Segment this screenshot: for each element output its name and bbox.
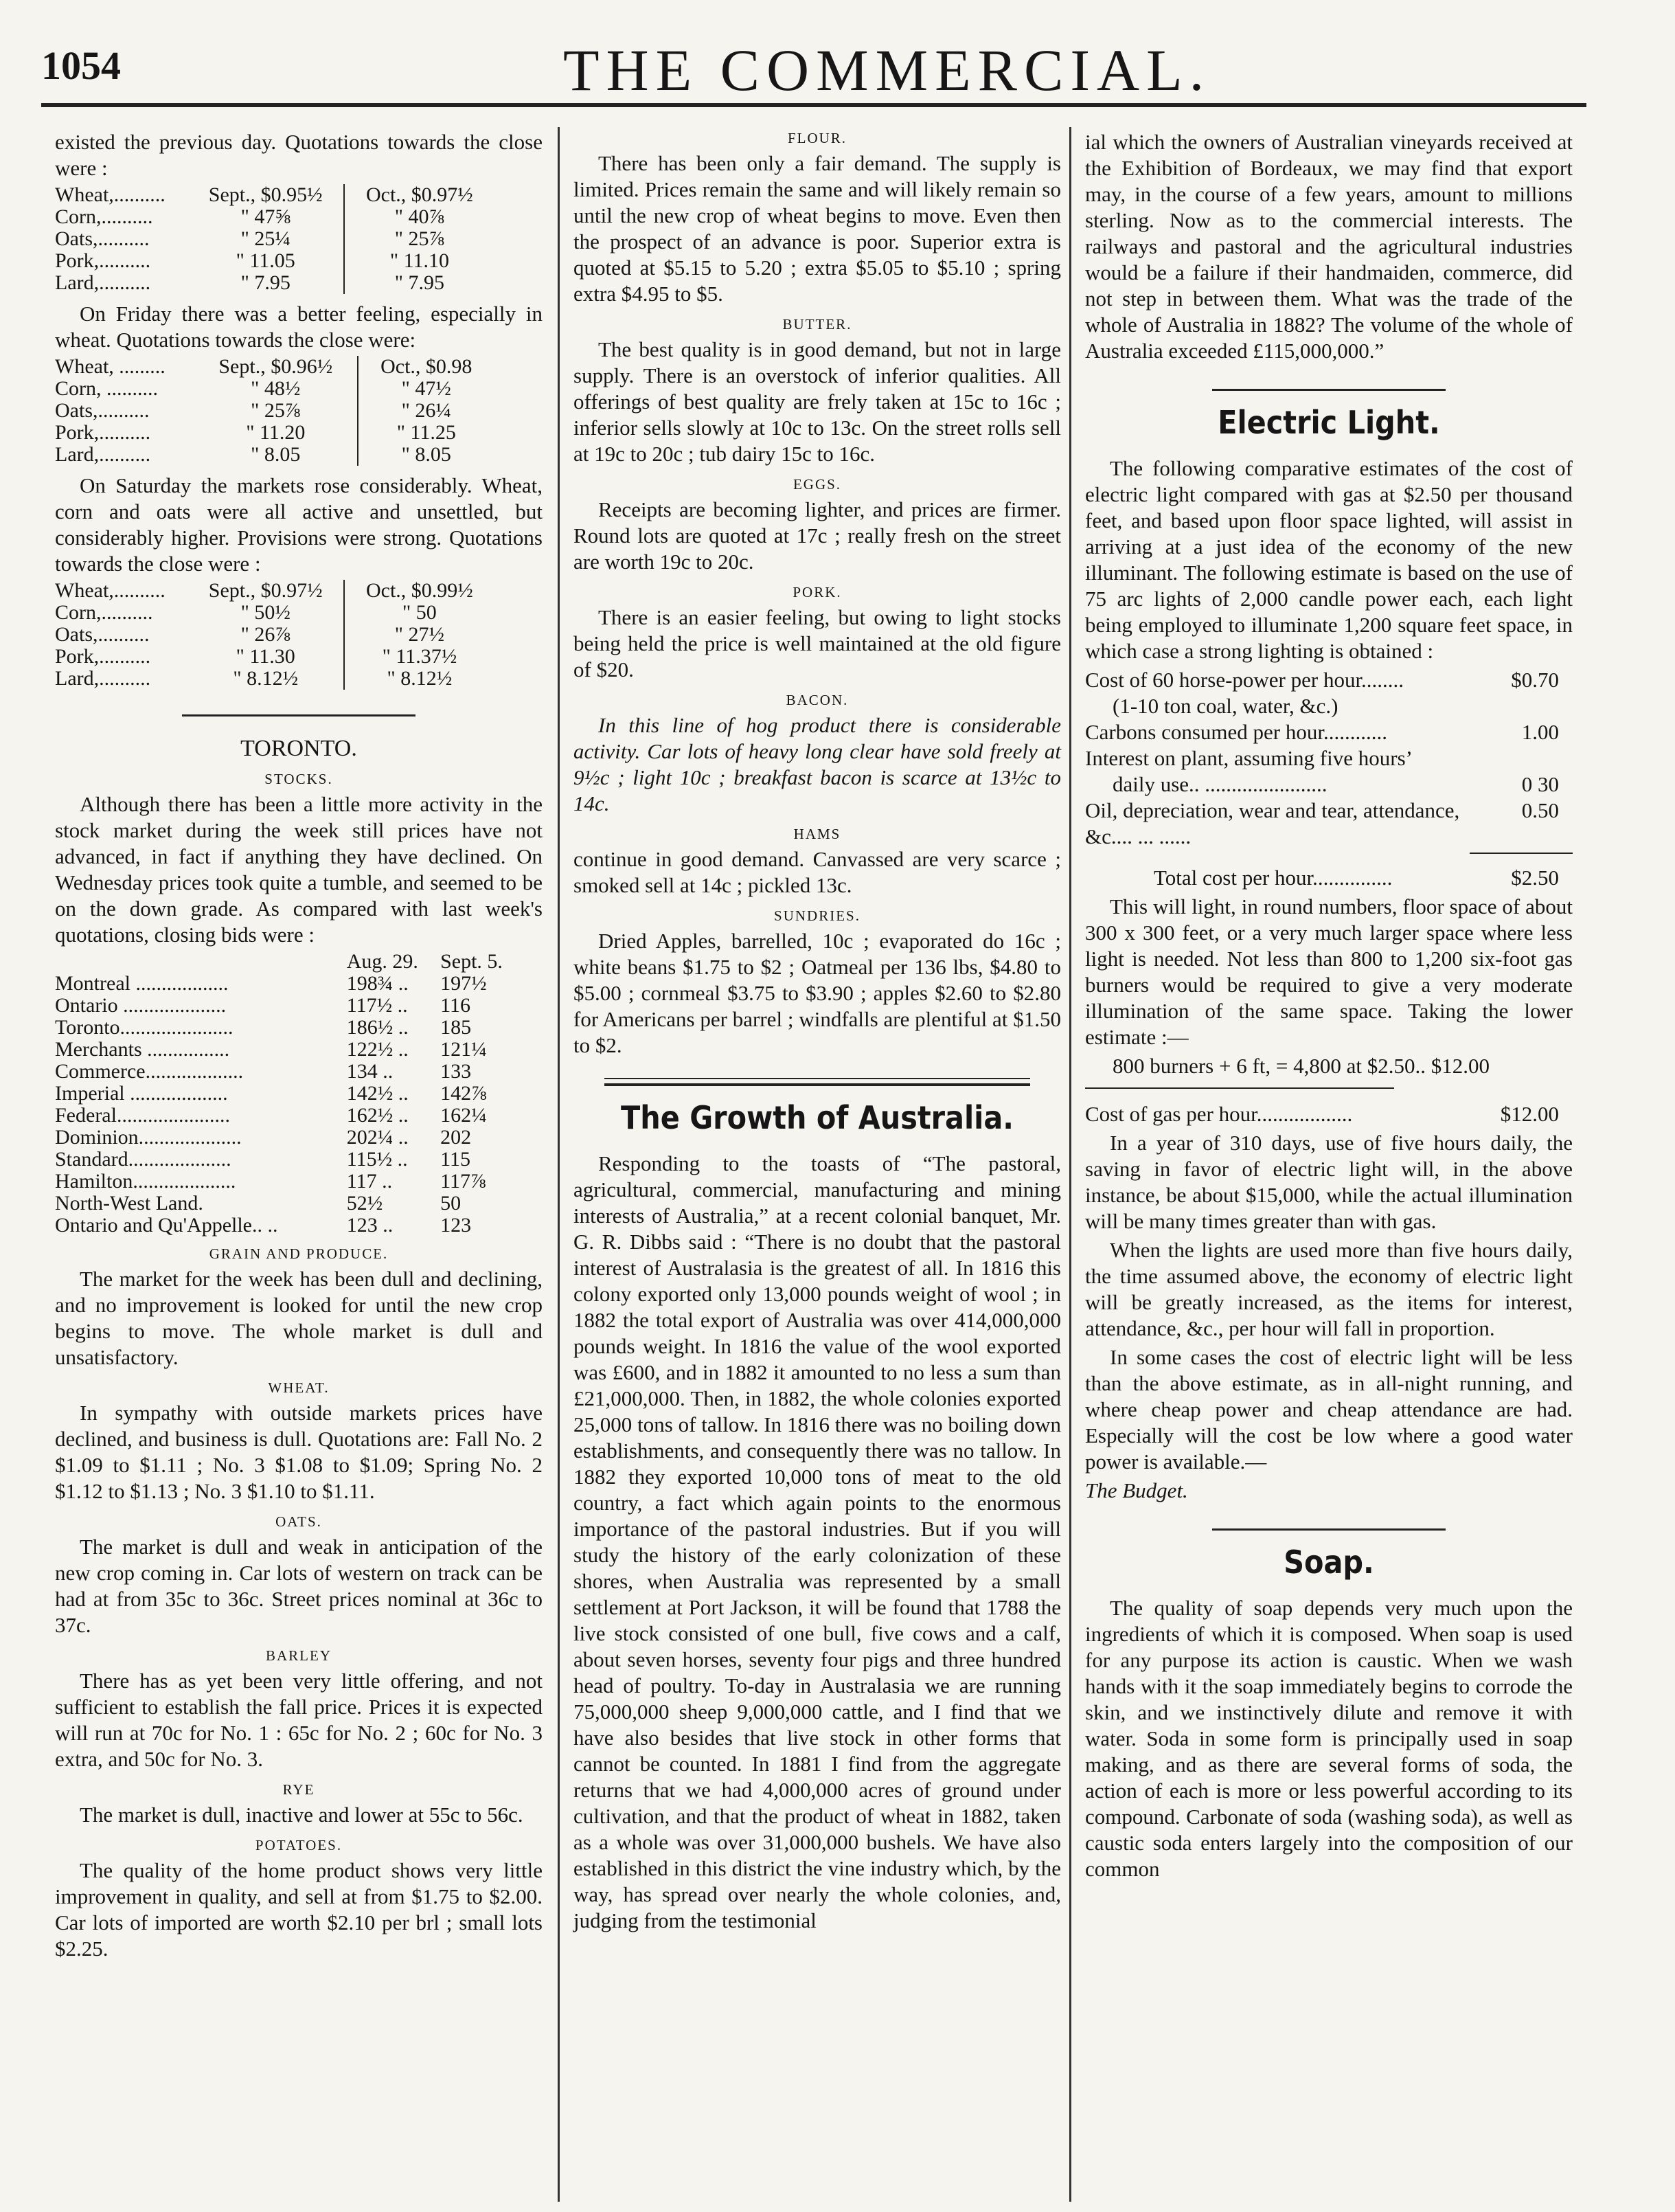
bank-name: Standard....................: [55, 1148, 231, 1171]
paragraph: Dried Apples, barrelled, 10c ; evaporated do 16c ; white beans $1.75 to $2 ; Oatmeal per 136 lbs, $4.80 to $5.00 ; cornmeal $3.75 to $3.90 ; apples $2.60 to $2.80 for Americans per barrel ; windfalls are plentiful at $1.50 to $2.: [573, 929, 1061, 1057]
stocks-table: [55, 951, 522, 1237]
cost-value: [1497, 693, 1559, 719]
paragraph: existed the previous day. Quotations towards the close were :: [55, 130, 543, 180]
total-label: Total cost per hour...............: [1154, 866, 1393, 890]
quotation-row: [55, 206, 488, 228]
commodity: Oats,..........: [55, 399, 150, 422]
paragraph: When the lights are used more than five hours daily, the time assumed above, the economy of electric light will be greatly increased, as the items for interest, attendance, &c., per hour will fall in proportion.: [1085, 1238, 1573, 1340]
sept-bid: 197½: [440, 972, 487, 995]
sept-price: " 50½: [194, 602, 344, 624]
aug-bid: 186½ ..: [346, 1016, 409, 1039]
section-rule: [1212, 389, 1446, 391]
column-1: [55, 129, 543, 1965]
quotations-table: [55, 580, 488, 690]
commodity: Wheat, .........: [55, 355, 166, 378]
quotation-row: [55, 580, 488, 602]
aug-bid: 123 ..: [346, 1214, 394, 1237]
sept-price: Sept., $0.97½: [194, 580, 344, 602]
paragraph: Responding to the toasts of “The pastoral, agricultural, commercial, manufacturing and mining interests of Australia,” at a recent colonial banquet, Mr. G. R. Dibbs said : “There is no doubt that the pastoral interest of Australasia is the greatest of all. In 1816 this colony exported only 13,000 pounds weight of wool ; in 1882 the total export of Australia was over 414,000,000 pounds weight. In 1816 the value of the wool exported was £600, and in 1882 it amounted to no less a sum than £21,000,000. Then, in 1882, the whole colonies exported 25,000 tons of tallow. In 1816 there was no boiling down establishments, and consequently there was no tallow. In 1882 they exported 10,000 tons of meat to the old country, a fact which again points to the enormous importance of the pastoral industries. But if you will study the history of the early colonization of these shores, when Australia was represented by a small settlement at Port Jackson, it will be found that 1788 the live stock consisted of one bull, five cows and a calf, about seven horses, seventy four pigs and three hundred head of poultry. To-day in Australasia we are running 75,000,000 sheep 9,000,000 cattle, and I find that we have also besides that live stock in other forms that cannot be counted. In 1881 I find from the aggregate returns that we had 4,000,000 acres of ground under cultivation, and that the product of wheat in 1882, taken as a whole was over 31,000,000 bushels. We have also established in this district the vine industry which, by the way, has spread over nearly the whole colonies, and, judging from the testimonial: [573, 1151, 1061, 1932]
commodity: Pork,..........: [55, 421, 151, 444]
oct-price: " 26¼: [401, 399, 451, 422]
page-header: [0, 0, 1675, 120]
stock-row: [55, 1083, 522, 1105]
sum-rule: [1470, 853, 1573, 854]
paragraph: There has as yet been very little offering, and not sufficient to establish the fall price. Prices it is expected will run at 70c for No. 1 : 65c for No. 2 ; 60c for No. 3 extra, and 50c for No. 3.: [55, 1669, 543, 1771]
paragraph: There has been only a fair demand. The supply is limited. Prices remain the same and will likely remain so until the new crop of wheat begins to move. Even then the prospect of an advance is poor. Superior extra is quoted at $5.15 to 5.20 ; extra $5.05 to $5.10 ; spring extra $4.95 to $5.: [573, 151, 1061, 306]
commodity: Lard,..........: [55, 271, 151, 294]
sept-price: " 11.05: [194, 250, 344, 272]
cost-label: Carbons consumed per hour............: [1085, 720, 1387, 744]
column-3: [1085, 129, 1573, 1885]
subheading: GRAIN AND PRODUCE.: [209, 1245, 389, 1262]
paragraph: Although there has been a little more activity in the stock market during the week still prices have not advanced, in fact if anything they have declined. On Wednesday prices took quite a tumble, and seemed to be on the down grade. As compared with last week's quotations, closing bids were :: [55, 792, 543, 947]
bank-name: Ontario and Qu'Appelle.. ..: [55, 1214, 278, 1237]
sept-bid: 115: [440, 1148, 470, 1171]
aug-bid: 52½: [346, 1192, 383, 1215]
cost-row: [1085, 745, 1559, 771]
gas-cost-label: Cost of gas per hour..................: [1085, 1102, 1353, 1126]
cost-label: daily use.. .......................: [1113, 772, 1328, 796]
bank-name: North-West Land.: [55, 1192, 203, 1215]
aug-bid: 202¼ ..: [346, 1126, 409, 1149]
commodity: Lard,..........: [55, 667, 151, 690]
burners-line: 800 burners + 6 ft, = 4,800 at $2.50.. $12.00: [1113, 1054, 1490, 1078]
page-title: THE COMMERCIAL.: [563, 37, 1211, 103]
sept-bid: 116: [440, 994, 470, 1017]
quotations-table: [55, 184, 488, 294]
section-heading: TORONTO.: [240, 736, 357, 761]
cost-table: [1085, 667, 1559, 850]
quotation-row: [55, 400, 488, 422]
source-credit: The Budget.: [1085, 1478, 1188, 1502]
paragraph: The market is dull and weak in anticipation of the new crop coming in. Car lots of western on track can be had at from 35c to 36c. Street prices nominal at 36c to 37c.: [55, 1535, 543, 1637]
column-divider: [1069, 127, 1071, 2202]
oct-price: " 8.05: [401, 443, 451, 466]
column-header: Sept. 5.: [440, 950, 503, 973]
cost-label: Interest on plant, assuming five hours’: [1085, 746, 1413, 770]
paragraph: ial which the owners of Australian vineyards received at the Exhibition of Bordeaux, we may find that export may, in the course of a few years, amount to millions sterling. Now as to the commercial interests. The railways and pastoral and the agricultural industries would be a failure if their handmaiden, commerce, did not step in between them. What was the trade of the whole of Australia in 1882? The volume of the whole of Australia exceeded £115,000,000.”: [1085, 130, 1573, 363]
paragraph: Receipts are becoming lighter, and prices are firmer. Round lots are quoted at 17c ; really fresh on the street are worth 19c to 20c.: [573, 497, 1061, 574]
bank-name: Hamilton....................: [55, 1170, 236, 1193]
sept-price: " 48½: [200, 378, 358, 400]
paragraph: The market is dull, inactive and lower at 55c to 56c.: [80, 1803, 523, 1827]
quotation-row: [55, 228, 488, 250]
commodity: Oats,..........: [55, 227, 150, 250]
cost-row: [1085, 719, 1559, 745]
subheading: STOCKS.: [264, 771, 333, 787]
aug-bid: 198¾ ..: [346, 972, 409, 995]
sept-price: Sept., $0.95½: [194, 184, 344, 206]
oct-price: " 8.12½: [387, 667, 453, 690]
aug-bid: 115½ ..: [346, 1148, 408, 1171]
total-row: [1085, 865, 1559, 891]
oct-price: " 11.37½: [382, 645, 457, 668]
sum-rule: [1085, 1087, 1394, 1089]
commodity: Wheat,..........: [55, 579, 166, 602]
sept-bid: 123: [440, 1214, 472, 1237]
subheading: POTATOES.: [255, 1837, 343, 1853]
commodity: Corn,..........: [55, 205, 153, 228]
paragraph: In sympathy with outside markets prices have declined, and business is dull. Quotations are: Fall No. 2 $1.09 to $1.11 ; No. 3 $1.08 to $1.09; Spring No. 2 $1.12 to $1.13 ; No. 3 $1.10 to $1.11.: [55, 1401, 543, 1503]
column-header: Aug. 29.: [346, 950, 418, 973]
quotation-row: [55, 250, 488, 272]
stock-row: [55, 1215, 522, 1237]
bank-name: Montreal ..................: [55, 972, 229, 995]
commodity: Pork,..........: [55, 645, 151, 668]
bank-name: Imperial ...................: [55, 1082, 228, 1105]
sept-price: " 25⅞: [200, 400, 358, 422]
article-title: The Growth of Australia.: [621, 1099, 1014, 1136]
quotation-row: [55, 422, 488, 444]
cost-row: [1085, 798, 1559, 850]
commodity: Wheat,..........: [55, 183, 166, 206]
sept-bid: 50: [440, 1192, 462, 1215]
commodity: Pork,..........: [55, 249, 151, 272]
sept-price: " 7.95: [194, 272, 344, 294]
subheading: OATS.: [275, 1513, 322, 1530]
stock-row: [55, 1039, 522, 1061]
article-title: Electric Light.: [1218, 404, 1440, 441]
cost-value: 0 30: [1521, 772, 1559, 796]
column-2: [573, 129, 1061, 1937]
gas-cost-value: $12.00: [1500, 1102, 1559, 1126]
double-rule: [604, 1078, 1030, 1086]
stock-row: [55, 1149, 522, 1171]
bank-name: Dominion....................: [55, 1126, 242, 1149]
subheading: BACON.: [786, 692, 849, 708]
oct-price: Oct., $0.99½: [365, 579, 473, 602]
sept-price: " 11.20: [200, 422, 358, 444]
page-number: 1054: [41, 43, 121, 88]
gas-cost-row: [1085, 1101, 1559, 1127]
bank-name: Merchants ................: [55, 1038, 230, 1061]
paragraph: On Saturday the markets rose considerably. Wheat, corn and oats were all active and unsettled, but considerably higher. Provisions were strong. Quotations towards the close were :: [55, 473, 543, 576]
paragraph: The quality of soap depends very much upon the ingredients of which it is composed. When soap is used for any purpose its action is caustic. When we wash hands with it the soap immediately begins to corrode the skin, and we instinctively dilute and remove it with water. Soda in some form is principally used in soap making, and as there are several forms of soda, the action of each is more or less powerful according to its compound. Carbonate of soda (washing soda), as well as caustic soda enters largely into the composition of our common: [1085, 1596, 1573, 1881]
sept-price: " 26⅞: [194, 624, 344, 646]
section-rule: [1212, 1528, 1446, 1531]
stock-row: [55, 1017, 522, 1039]
oct-price: Oct., $0.98: [380, 355, 472, 378]
stock-row: [55, 1127, 522, 1149]
commodity: Oats,..........: [55, 623, 150, 646]
aug-bid: 142½ ..: [346, 1082, 409, 1105]
paragraph: The quality of the home product shows very little improvement in quality, and sell at from $1.75 to $2.00. Car lots of imported are worth $2.10 per brl ; small lots $2.25.: [55, 1858, 543, 1961]
bank-name: Toronto......................: [55, 1016, 233, 1039]
cost-label: Cost of 60 horse-power per hour........: [1085, 668, 1404, 692]
quotation-row: [55, 184, 488, 206]
stock-row: [55, 995, 522, 1017]
stock-row: [55, 1105, 522, 1127]
quotation-row: [55, 356, 488, 378]
paragraph: The market for the week has been dull and declining, and no improvement is looked for until the new crop begins to move. The whole market is dull and unsatisfactory.: [55, 1267, 543, 1369]
quotation-row: [55, 668, 488, 690]
paragraph: On Friday there was a better feeling, especially in wheat. Quotations towards the close were:: [55, 302, 543, 352]
subheading: BARLEY: [266, 1647, 332, 1664]
bank-name: Federal......................: [55, 1104, 230, 1127]
commodity: Lard,..........: [55, 443, 151, 466]
subheading: PORK.: [793, 584, 842, 600]
sept-price: " 8.12½: [194, 668, 344, 690]
aug-bid: 122½ ..: [346, 1038, 409, 1061]
paragraph: In a year of 310 days, use of five hours daily, the saving in favor of electric light will, in the above instance, be about $15,000, while the actual illumination will be many times greater than with gas.: [1085, 1131, 1573, 1233]
subheading: WHEAT.: [268, 1379, 330, 1396]
commodity: Corn, ..........: [55, 377, 158, 400]
aug-bid: 134 ..: [346, 1060, 394, 1083]
oct-price: " 25⅞: [394, 227, 445, 250]
sept-bid: 185: [440, 1016, 472, 1039]
aug-bid: 117 ..: [346, 1170, 393, 1193]
stock-row: [55, 1193, 522, 1215]
subheading: BUTTER.: [782, 316, 852, 332]
sept-price: " 47⅝: [194, 206, 344, 228]
quotation-row: [55, 624, 488, 646]
stock-row: [55, 1061, 522, 1083]
aug-bid: 117½ ..: [346, 994, 408, 1017]
paragraph: The best quality is in good demand, but not in large supply. There is an overstock of inferior qualities. All offerings of best quality are frely taken at 15c to 16c ; inferior sells slowly at 10c to 13c. On the street rolls sell at 19c to 20c ; tub dairy 15c to 16c.: [573, 337, 1061, 466]
sept-bid: 117⅞: [440, 1170, 486, 1193]
sept-bid: 121¼: [440, 1038, 487, 1061]
oct-price: " 11.10: [389, 249, 449, 272]
sept-price: " 25¼: [194, 228, 344, 250]
paragraph: In this line of hog product there is considerable activity. Car lots of heavy long clear have sold freely at 9½c ; light 10c ; breakfast bacon is scarce at 13½c to 14c.: [573, 713, 1061, 815]
paragraph: There is an easier feeling, but owing to light stocks being held the price is well maintained at the old figure of $20.: [573, 605, 1061, 681]
header-rule: [41, 103, 1586, 107]
sept-price: Sept., $0.96½: [200, 356, 358, 378]
sept-bid: 133: [440, 1060, 472, 1083]
sept-price: " 8.05: [200, 444, 358, 466]
section-rule: [182, 714, 415, 716]
paragraph: In some cases the cost of electric light will be less than the above estimate, as in all-night running, and where cheap power and cheap attendance are had. Especially will the cost be low where a good water power is available.—: [1085, 1345, 1573, 1474]
total-value: $2.50: [1511, 866, 1559, 890]
paragraph: continue in good demand. Canvassed are very scarce ; smoked sell at 14c ; pickled 13c.: [573, 847, 1061, 897]
stocks-header-row: [55, 951, 522, 973]
quotation-row: [55, 444, 488, 466]
aug-bid: 162½ ..: [346, 1104, 409, 1127]
oct-price: " 11.25: [396, 421, 456, 444]
paragraph: This will light, in round numbers, floor space of about 300 x 300 feet, or a very much larger space where less light is needed. Not less than 800 to 1,200 six-foot gas burners would be required to give a very moderate illumination of the same space. Taking the lower estimate :—: [1085, 894, 1573, 1049]
oct-price: " 47½: [401, 377, 451, 400]
quotations-table: [55, 356, 488, 466]
oct-price: " 27½: [394, 623, 445, 646]
cost-row: [1085, 693, 1559, 719]
sept-bid: 162¼: [440, 1104, 487, 1127]
bank-name: Ontario ....................: [55, 994, 227, 1017]
commodity: Corn,..........: [55, 601, 153, 624]
sept-bid: 202: [440, 1126, 472, 1149]
subheading: HAMS: [793, 826, 841, 842]
cost-value: $0.70: [1511, 668, 1559, 692]
stock-row: [55, 973, 522, 995]
cost-value: 0.50: [1521, 798, 1559, 822]
bank-name: Commerce...................: [55, 1060, 244, 1083]
quotation-row: [55, 272, 488, 294]
oct-price: Oct., $0.97½: [365, 183, 473, 206]
cost-label: Oil, depreciation, wear and tear, attendance, &c.... ... ......: [1085, 798, 1460, 848]
sept-bid: 142⅞: [440, 1082, 487, 1105]
stock-row: [55, 1171, 522, 1193]
cost-row: [1085, 667, 1559, 693]
cost-row: [1085, 771, 1559, 798]
oct-price: " 50: [402, 601, 437, 624]
oct-price: " 7.95: [394, 271, 445, 294]
column-divider: [558, 127, 560, 2202]
subheading: FLOUR.: [787, 130, 847, 146]
subheading: RYE: [282, 1781, 315, 1798]
quotation-row: [55, 646, 488, 668]
subheading: SUNDRIES.: [774, 907, 861, 924]
subheading: EGGS.: [793, 476, 842, 493]
paragraph: The following comparative estimates of the cost of electric light compared with gas at $2.50 per thousand feet, and based upon floor space lighted, will assist in arriving at a just idea of the economy of the new illuminant. The following estimate is based on the use of 75 arc lights of 2,000 candle power each, each light being employed to illuminate 1,200 square feet space, in which case a strong lighting is obtained :: [1085, 456, 1573, 663]
sept-price: " 11.30: [194, 646, 344, 668]
cost-value: 1.00: [1521, 720, 1559, 744]
quotation-row: [55, 602, 488, 624]
oct-price: " 40⅞: [394, 205, 445, 228]
article-title: Soap.: [1284, 1544, 1374, 1581]
quotation-row: [55, 378, 488, 400]
cost-value: [1497, 745, 1559, 771]
cost-label: (1-10 ton coal, water, &c.): [1113, 694, 1338, 718]
